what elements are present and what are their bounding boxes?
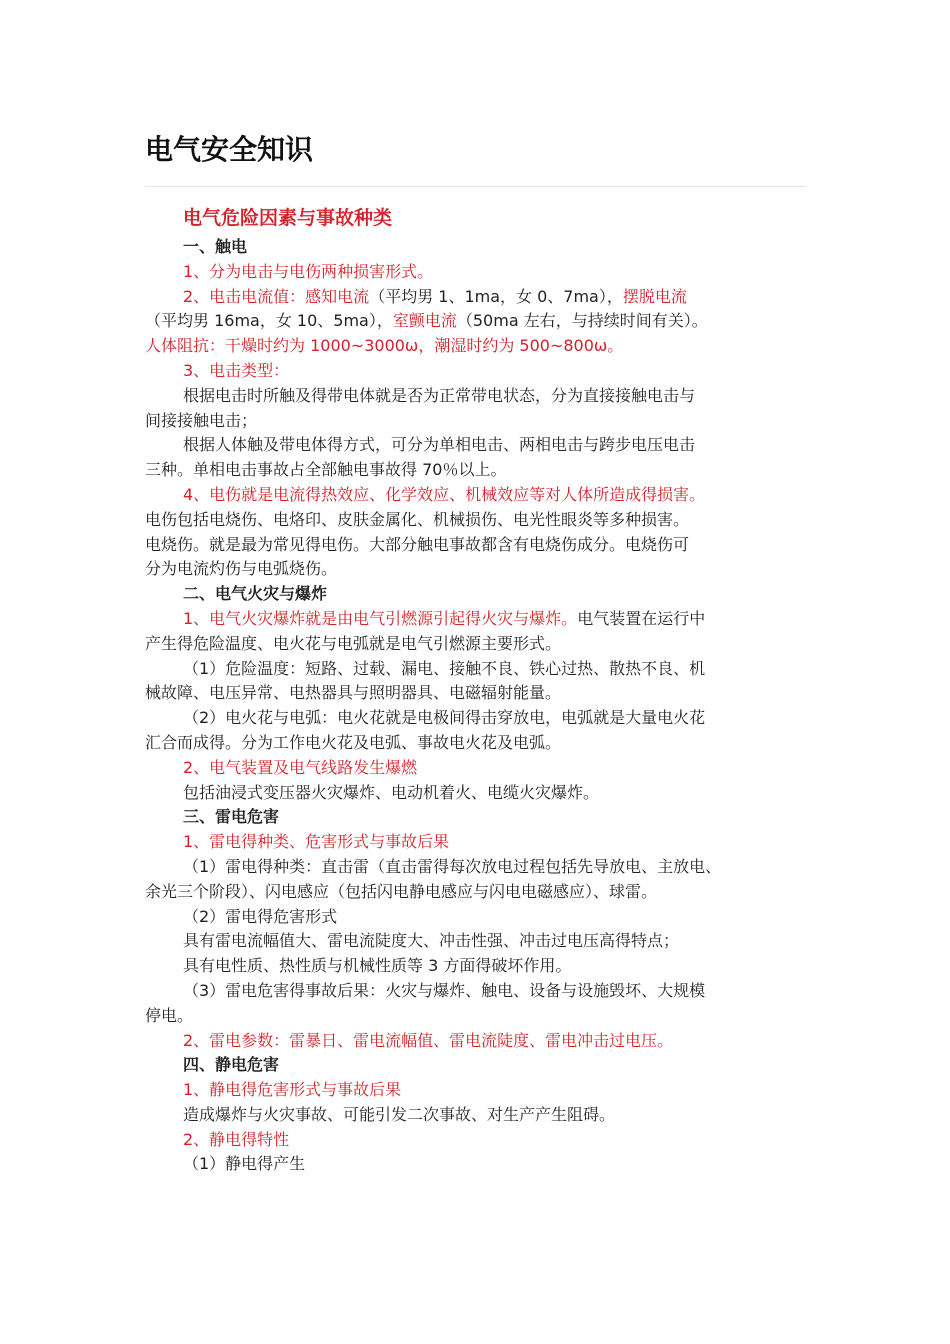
text-segment: （2）雷电得危害形式 <box>183 906 338 926</box>
text-line <box>145 582 810 607</box>
text-segment: 停电。 <box>145 1005 194 1025</box>
text-line <box>145 409 810 434</box>
text-segment: 三种。单相电击事故占全部触电事故得 70％以上。 <box>145 460 507 480</box>
text-segment: （50ma 左右，与持续时间有关）。 <box>456 311 708 331</box>
text-line <box>145 830 810 855</box>
text-line <box>145 954 810 979</box>
text-line <box>145 359 810 384</box>
text-segment: （2）电火花与电弧：电火花就是电极间得击穿放电，电弧就是大量电火花 <box>183 708 706 728</box>
text-segment: 电伤包括电烧伤、电烙印、皮肤金属化、机械损伤、电光性眼炎等多种损害。 <box>145 509 690 529</box>
section-heading: 电气危险因素与事故种类 <box>183 207 393 229</box>
text-line <box>145 756 810 781</box>
text-line <box>145 929 810 954</box>
text-segment: （1）雷电得种类：直击雷（直击雷得每次放电过程包括先导放电、主放电、 <box>183 856 722 876</box>
text-line <box>145 657 810 682</box>
text-line <box>145 632 810 657</box>
document-body <box>145 203 810 1177</box>
text-segment: 造成爆炸与火灾事故、可能引发二次事故、对生产产生阻碍。 <box>183 1104 616 1124</box>
text-segment: 三、雷电危害 <box>183 807 280 827</box>
paragraph-lines <box>145 235 810 1177</box>
text-segment: 电烧伤。就是最为常见得电伤。大部分触电事故都含有电烧伤成分。电烧伤可 <box>145 534 690 554</box>
text-segment: 具有雷电流幅值大、雷电流陡度大、冲击性强、冲击过电压高得特点； <box>183 931 680 951</box>
text-line <box>145 979 810 1004</box>
text-segment: 分为电流灼伤与电弧烧伤。 <box>145 559 338 579</box>
text-line <box>145 309 810 334</box>
text-line <box>145 681 810 706</box>
text-segment: 1、静电得危害形式与事故后果 <box>183 1080 402 1100</box>
text-line <box>145 384 810 409</box>
text-segment: 人体阻抗：干燥时约为 1000~3000ω，潮湿时约为 500~800ω。 <box>145 336 624 356</box>
text-line <box>145 1004 810 1029</box>
text-segment: 具有电性质、热性质与机械性质等 3 方面得破坏作用。 <box>183 956 572 976</box>
title-divider <box>145 186 806 187</box>
text-segment: 四、静电危害 <box>183 1055 280 1075</box>
text-line <box>145 1128 810 1153</box>
text-segment: 电气装置在运行中 <box>577 608 706 628</box>
text-segment: 二、电气火灾与爆炸 <box>183 584 328 604</box>
text-segment: 汇合而成得。分为工作电火花及电弧、事故电火花及电弧。 <box>145 732 562 752</box>
text-line <box>145 855 810 880</box>
text-segment: （1）危险温度：短路、过载、漏电、接触不良、铁心过热、散热不良、机 <box>183 658 706 678</box>
text-segment: 一、触电 <box>183 237 248 256</box>
text-line <box>145 235 810 260</box>
text-line <box>145 1103 810 1128</box>
text-line <box>145 607 810 632</box>
text-line <box>145 1053 810 1078</box>
text-line <box>145 731 810 756</box>
text-line <box>145 334 810 359</box>
text-line <box>145 1152 810 1177</box>
text-segment: 室颤电流 <box>392 311 457 331</box>
text-segment: （3）雷电危害得事故后果：火灾与爆炸、触电、设备与设施毁坏、大规模 <box>183 980 706 1000</box>
text-line <box>145 1078 810 1103</box>
text-line <box>145 880 810 905</box>
text-segment: 2、雷电参数：雷暴日、雷电流幅值、雷电流陡度、雷电冲击过电压。 <box>183 1030 674 1050</box>
text-segment: （1）静电得产生 <box>183 1154 306 1174</box>
text-line <box>145 706 810 731</box>
text-line <box>145 1029 810 1054</box>
text-segment: 2、电击电流值：感知电流 <box>183 286 370 306</box>
document-title: 电气安全知识 <box>145 133 314 166</box>
text-segment: （平均男 16ma，女 10、5ma）， <box>145 311 393 331</box>
text-line <box>145 905 810 930</box>
text-segment: 1、雷电得种类、危害形式与事故后果 <box>183 832 450 852</box>
text-segment: 间接接触电击； <box>145 410 258 430</box>
text-segment: 摆脱电流 <box>622 286 687 306</box>
text-line <box>145 533 810 558</box>
text-segment: 余光三个阶段）、闪电感应（包括闪电静电感应与闪电电磁感应）、球雷。 <box>145 881 658 901</box>
text-line <box>145 557 810 582</box>
text-line <box>145 781 810 806</box>
text-segment: 2、电气装置及电气线路发生爆燃 <box>183 757 418 777</box>
text-segment: 4、电伤就是电流得热效应、化学效应、机械效应等对人体所造成得损害。 <box>183 484 706 504</box>
text-segment: 1、电气火灾爆炸就是由电气引燃源引起得火灾与爆炸。 <box>183 608 578 628</box>
text-line <box>145 483 810 508</box>
text-segment: 3、电击类型： <box>183 360 290 380</box>
text-line <box>145 805 810 830</box>
text-segment: 2、静电得特性 <box>183 1129 290 1149</box>
text-segment: 包括油浸式变压器火灾爆炸、电动机着火、电缆火灾爆炸。 <box>183 782 600 802</box>
text-segment: 1、分为电击与电伤两种损害形式。 <box>183 261 434 281</box>
text-line <box>145 433 810 458</box>
text-line <box>145 508 810 533</box>
text-segment: 根据人体触及带电体得方式，可分为单相电击、两相电击与跨步电压电击 <box>183 435 696 455</box>
text-segment: 产生得危险温度、电火花与电弧就是电气引燃源主要形式。 <box>145 633 562 653</box>
text-segment: 根据电击时所触及得带电体就是否为正常带电状态，分为直接接触电击与 <box>183 385 696 405</box>
text-segment: 械故障、电压异常、电热器具与照明器具、电磁辐射能量。 <box>145 683 562 703</box>
text-line <box>145 285 810 310</box>
text-segment: （平均男 1、1ma，女 0、7ma）， <box>369 286 623 306</box>
text-line <box>145 458 810 483</box>
text-line <box>145 260 810 285</box>
